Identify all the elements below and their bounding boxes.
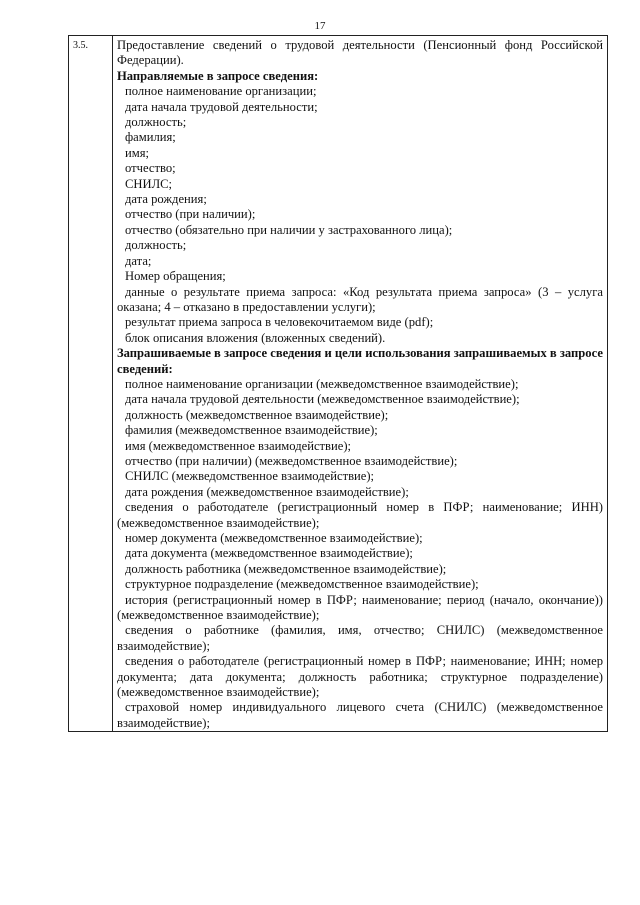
requested-data-item: структурное подразделение (межведомственное взаимодействие); [125,577,479,592]
sent-data-item: фамилия; [125,130,176,145]
sent-data-item: должность; [125,115,187,130]
requested-data-item: отчество (при наличии) (межведомственное взаимодействие); [125,453,458,468]
requested-data-item: полное наименование организации (межведомственное взаимодействие); [125,376,519,391]
sent-data-item: полное наименование организации; [125,84,317,99]
requested-data-item: дата рождения (межведомственное взаимодействие); [125,484,409,499]
requested-data-item: должность работника (межведомственное взаимодействие); [125,561,447,576]
requested-data-item: сведения о работодателе (регистрационный номер в ПФР; наименование; ИНН) (межведомственное взаимодействие); [117,500,603,530]
sent-data-item: данные о результате приема запроса: «Код результата приема запроса» (3 – услуга оказана; 4 – отказано в предоставлении услуги); [117,284,603,314]
requested-data-item: номер документа (межведомственное взаимодействие); [125,531,423,545]
table-row [69,36,608,732]
row-number-cell [69,36,113,732]
document-table [68,35,608,732]
requested-data-item: фамилия (межведомственное взаимодействие); [125,423,378,438]
requested-data-item: сведения о работнике (фамилия, имя, отчество; СНИЛС) (межведомственное взаимодействие); [117,623,603,653]
page-number: 17 [314,20,326,32]
requested-data-item: должность (межведомственное взаимодействие); [125,407,389,422]
requested-data-item: СНИЛС (межведомственное взаимодействие); [125,469,375,484]
requested-data-item: страховой номер индивидуального лицевого счета (СНИЛС) (межведомственное взаимодействие); [117,700,603,730]
sent-data-heading: Направляемые в запросе сведения: [117,68,319,83]
sent-data-item: дата рождения; [125,192,207,207]
requested-data-item: дата начала трудовой деятельности (межведомственное взаимодействие); [125,392,520,407]
sent-data-item: дата начала трудовой деятельности; [125,99,318,114]
sent-data-item: отчество (при наличии); [125,207,256,222]
sent-data-item: должность; [125,238,187,253]
sent-data-item: результат приема запроса в человекочитаемом виде (pdf); [125,315,434,330]
requested-data-item: история (регистрационный номер в ПФР; наименование; период (начало, окончание)) (межведомственное взаимодействие); [117,592,603,623]
row-number: 3.5. [73,40,88,51]
requested-data-heading: Запрашиваемые в запросе сведения и цели использования запрашиваемых в запросе сведений: [117,346,603,376]
sent-data-item: СНИЛС; [125,176,173,191]
sent-data-item: Номер обращения; [125,269,226,284]
requested-data-item: дата документа (межведомственное взаимодействие); [125,546,413,561]
requested-data-item: сведения о работодателе (регистрационный номер в ПФР; наименование; ИНН; номер документа; дата документа; должность работника; структурное подразделение) (межведомственное взаимодействие); [117,654,603,700]
sent-data-item: дата; [125,253,152,268]
section-title: Предоставление сведений о трудовой деятельности (Пенсионный фонд Российской Федерации). [117,38,603,68]
sent-data-item: отчество; [125,161,176,176]
sent-data-item: блок описания вложения (вложенных сведений). [125,330,386,345]
requested-data-list [117,377,603,731]
sent-data-item: отчество (обязательно при наличии у застрахованного лица); [125,222,453,237]
row-content [113,36,607,731]
requested-data-item: имя (межведомственное взаимодействие); [125,438,352,453]
sent-data-list [117,84,603,346]
row-content-cell [113,36,608,732]
sent-data-item: имя; [125,145,150,160]
